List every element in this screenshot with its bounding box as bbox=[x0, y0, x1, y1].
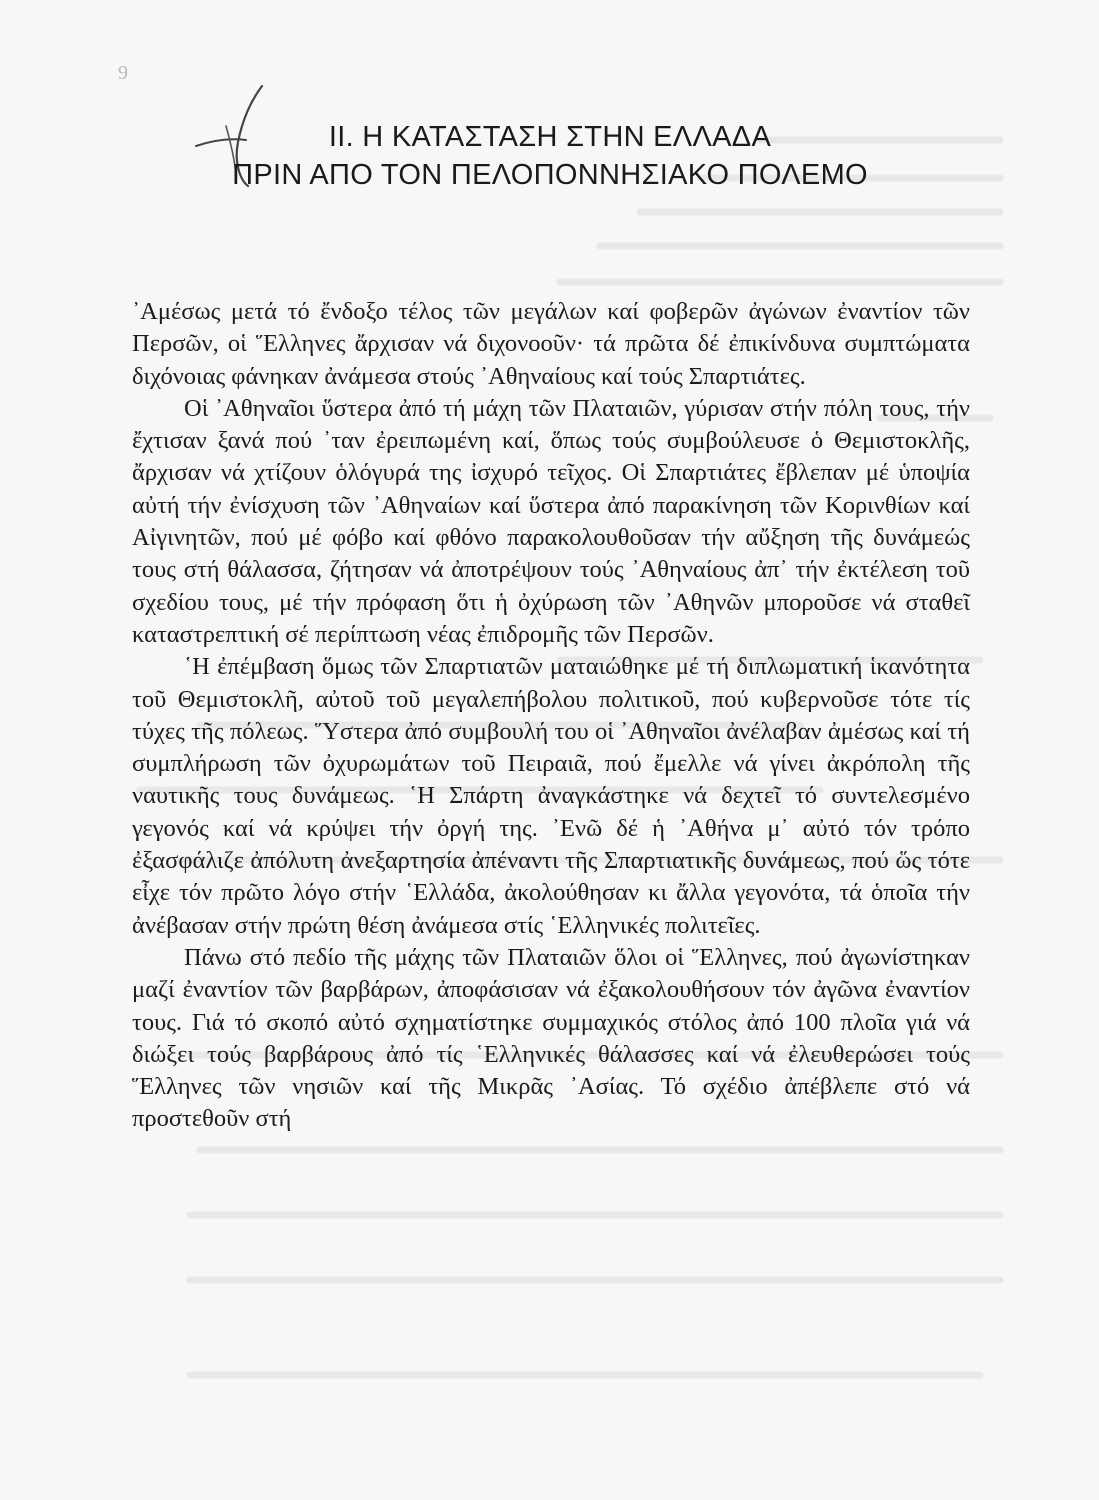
page-number: 9 bbox=[118, 62, 128, 84]
paragraph-2: Οἱ ᾿Αθηναῖοι ὕστερα ἀπό τή μάχη τῶν Πλαταιῶν, γύρισαν στήν πόλη τους, τήν ἔχτισαν ξανά πού ᾿ταν ἐρειπωμένη καί, ὅπως τούς συμβούλευσε ὁ Θεμιστοκλῆς, ἄρχισαν νά χτίζουν ὁλόγυρά της ἰσχυρό τεῖχος. Οἱ Σπαρτιάτες ἔβλεπαν μέ ὑποψία αὐτή τήν ἐνίσχυση τῶν ᾿Αθηναίων καί ὕστερα ἀπό παρακίνηση τῶν Κορινθίων καί Αἰγινητῶν, πού μέ φόβο καί φθόνο παρακολουθοῦσαν τήν αὔξηση τῆς δυνάμεώς τους στή θάλασσα, ζήτησαν νά ἀποτρέψουν τούς ᾿Αθηναίους ἀπ᾿ τήν ἐκτέλεση τοῦ σχεδίου τους, μέ τήν πρόφαση ὅτι ἡ ὀχύρωση τῶν ᾿Αθηνῶν μποροῦσε νά σταθεῖ καταστρεπτική σέ περίπτωση νέας ἐπιδρομῆς τῶν Περσῶν. bbox=[132, 394, 970, 648]
paragraph-4: Πάνω στό πεδίο τῆς μάχης τῶν Πλαταιῶν ὅλοι οἱ Ἕλληνες, πού ἀγωνίστηκαν μαζί ἐναντίον τῶν βαρβάρων, ἀποφάσισαν νά ἐξακολουθήσουν τόν ἀγῶνα ἐναντίον τους. Γιά τό σκοπό αὐτό σχηματίστηκε συμμαχικός στόλος ἀπό 100 πλοῖα γιά νά διώξει τούς βαρβάρους ἀπό τίς ῾Ελληνικές θάλασσες καί νά ἐλευθερώσει τούς Ἕλληνες τῶν νησιῶν καί τῆς Μικρᾶς ᾿Ασίας. Τό σχέδιο ἀπέβλεπε στό νά προστεθοῦν στή bbox=[132, 943, 970, 1133]
body-text bbox=[132, 296, 970, 1136]
chapter-title bbox=[150, 118, 950, 194]
paragraph-3: ῾Η ἐπέμβαση ὅμως τῶν Σπαρτιατῶν ματαιώθηκε μέ τή διπλωματική ἱκανότητα τοῦ Θεμιστοκλῆ, αὐτοῦ τοῦ μεγαλεπήβολου πολιτικοῦ, πού κυβερνοῦσε τότε τίς τύχες τῆς πόλεως. Ὕστερα ἀπό συμβουλή του οἱ ᾿Αθηναῖοι ἀνέλαβαν ἀμέσως καί τή συμπλήρωση τῶν ὀχυρωμάτων τοῦ Πειραιᾶ, πού ἔμελλε νά γίνει ἀκρόπολη τῆς ναυτικῆς τους δυνάμεως. ῾Η Σπάρτη ἀναγκάστηκε νά δεχτεῖ τό συντελεσμένο γεγονός καί νά κρύψει τήν ὀργή της. ᾿Ενῶ δέ ἡ ᾿Αθήνα μ᾿ αὐτό τόν τρόπο ἐξασφάλιζε ἀπόλυτη ἀνεξαρτησία ἀπέναντι τῆς Σπαρτιατικῆς δυνάμεως, πού ὥς τότε εἶχε τόν πρῶτο λόγο στήν ῾Ελλάδα, ἀκολούθησαν κι ἄλλα γεγονότα, τά ὁποῖα τήν ἀνέβασαν στήν πρώτη θέση ἀνάμεσα στίς ῾Ελληνικές πολιτεῖες. bbox=[132, 653, 970, 939]
chapter-title-line-1: II. Η ΚΑΤΑΣΤΑΣΗ ΣΤΗΝ ΕΛΛΑΔΑ bbox=[328, 121, 772, 153]
paragraph-1: ᾿Αμέσως μετά τό ἔνδοξο τέλος τῶν μεγάλων καί φοβερῶν ἀγώνων ἐναντίον τῶν Περσῶν, οἱ Ἕλληνες ἄρχισαν νά διχονοοῦν· τά πρῶτα δέ ἐπικίνδυνα συμπτώματα διχόνοιας φάνηκαν ἀνάμεσα στούς ᾿Αθηναίους καί τούς Σπαρτιάτες. bbox=[132, 298, 970, 390]
chapter-title-line-2: ΠΡΙΝ ΑΠΟ ΤΟΝ ΠΕΛΟΠΟΝΝΗΣΙΑΚΟ ΠΟΛΕΜΟ bbox=[232, 159, 868, 191]
